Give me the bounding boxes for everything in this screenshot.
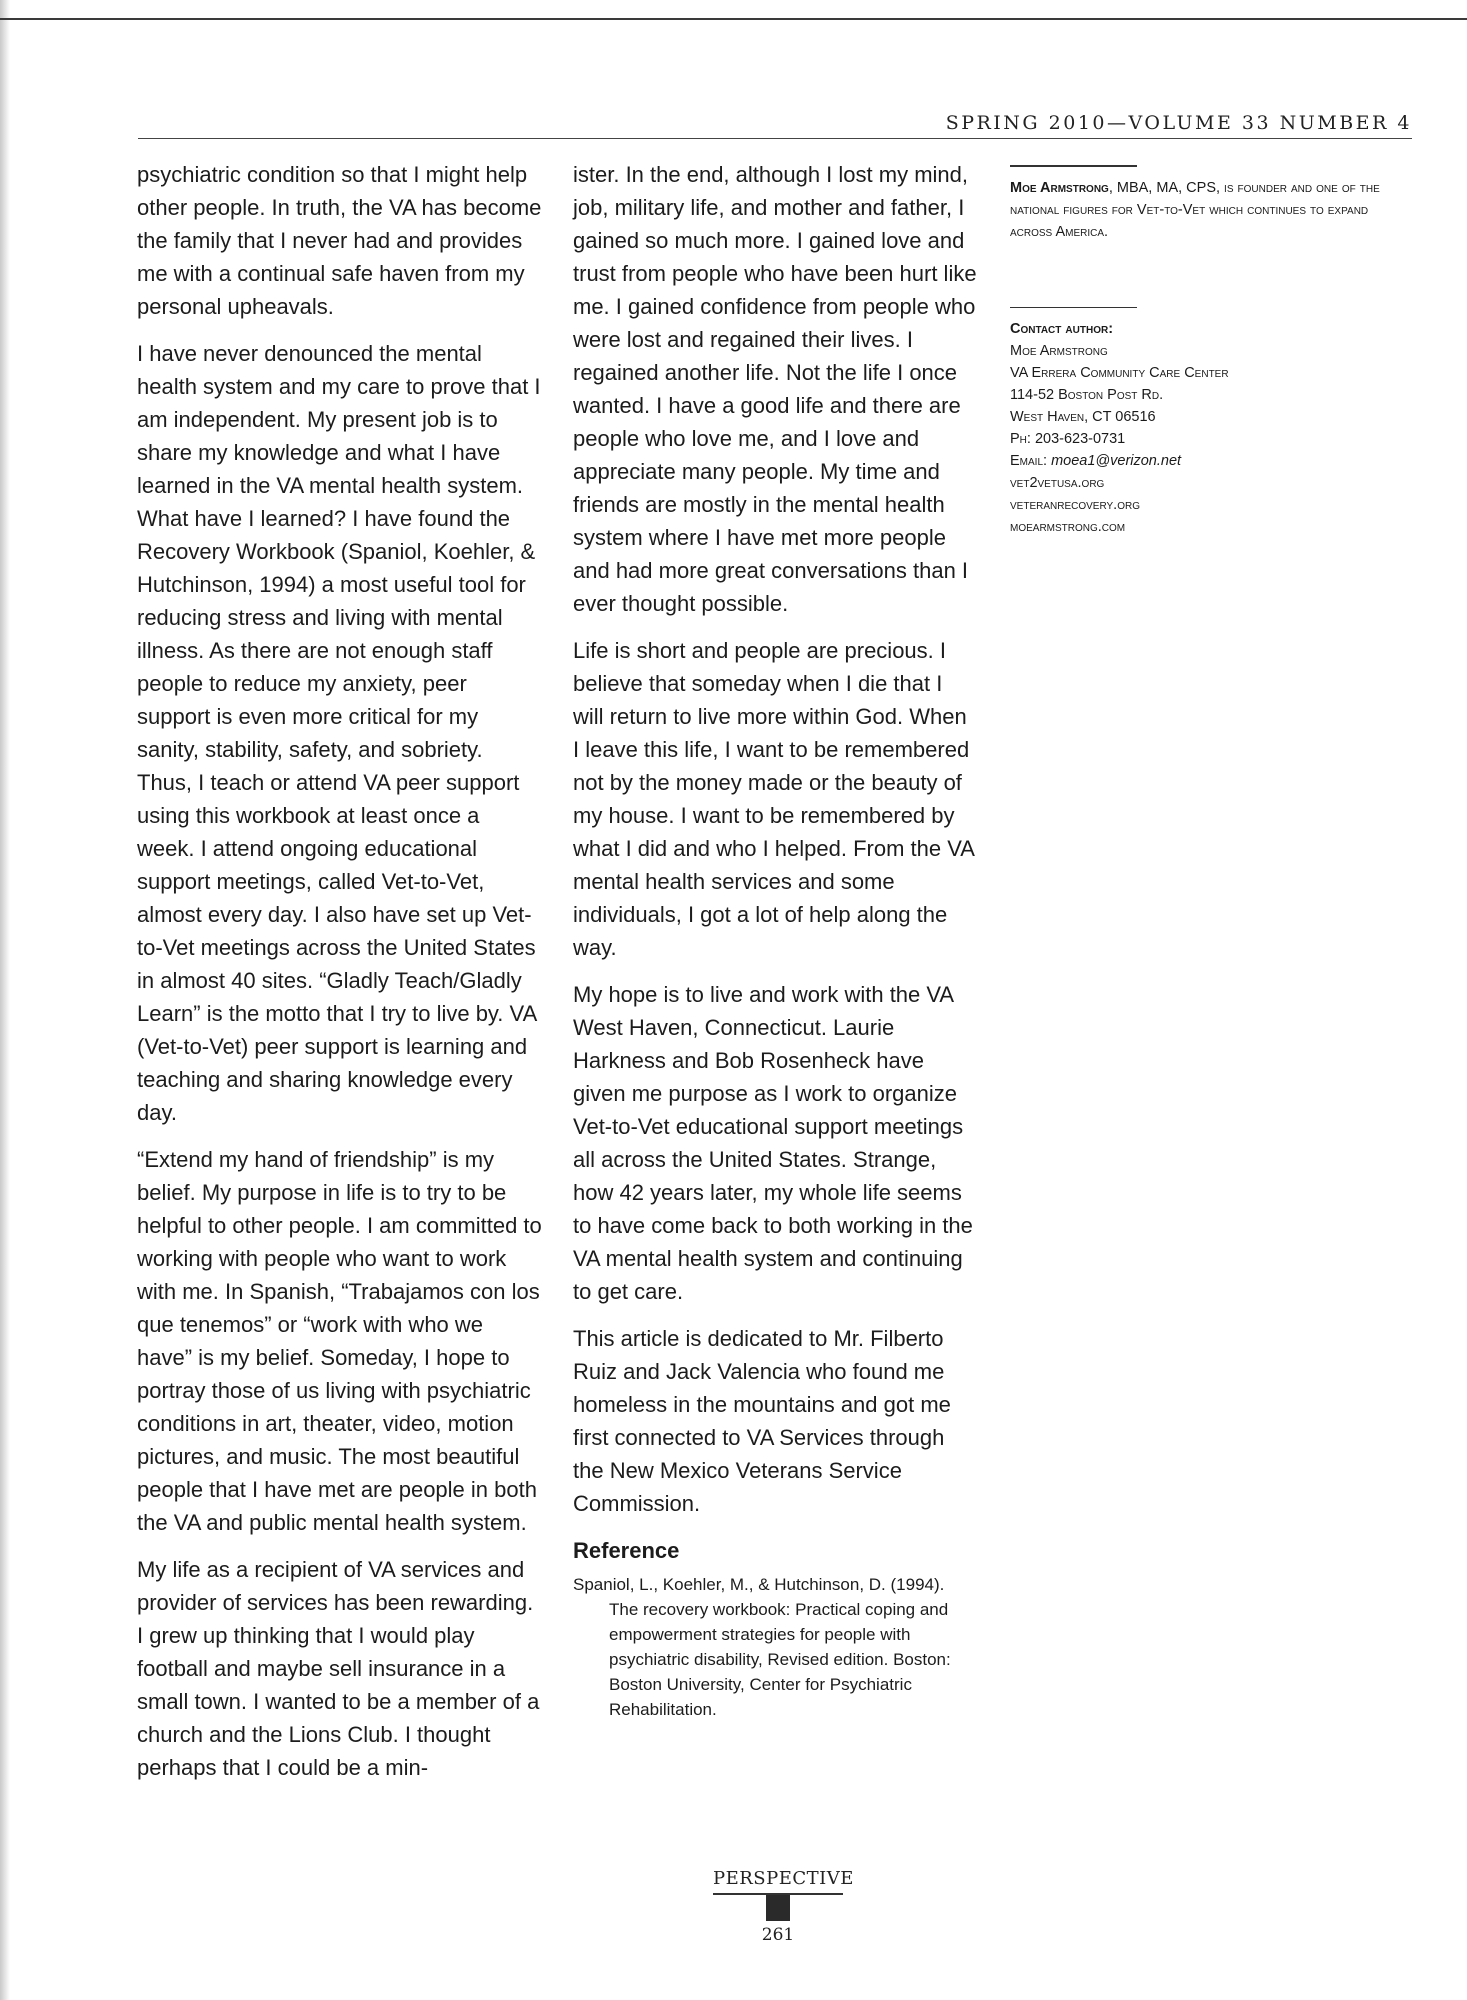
paragraph: ister. In the end, although I lost my mind, job, military life, and mother and father, I gained so much more. I gained love and trust from people who have been hurt like me. I gained confidence from people who were lost and regained their lives. I regained another life. Not the life I once wanted. I have a good life and there are people who love me, and I love and appreciate many people. My time and friends are mostly in the mental health system where I have met more people and had more great conversations than I ever thought possible. bbox=[573, 162, 977, 616]
contact-street: 114-52 Boston Post Rd. bbox=[1010, 387, 1164, 403]
paragraph: Life is short and people are precious. I believe that someday when I die that I will return to live more within God. When I leave this life, I want to be remembered not by the money made or the beauty of my house. I want to be remembered by what I did and who I helped. From the VA mental health services and some individuals, I got a lot of help along the way. bbox=[573, 638, 974, 960]
article-column-1 bbox=[137, 158, 542, 1784]
contact-email bbox=[1010, 450, 1410, 472]
website-link: moearmstrong.com bbox=[1010, 519, 1126, 535]
paragraph: This article is dedicated to Mr. Filberto Ruiz and Jack Valencia who found me homeless in the mountains and got me first connected to VA Services through the New Mexico Veterans Service Commission. bbox=[573, 1326, 951, 1516]
page-footer bbox=[713, 1868, 854, 1945]
contact-city: West Haven, CT 06516 bbox=[1010, 409, 1156, 425]
footer-journal-title: PERSPECTIVE bbox=[713, 1868, 854, 1889]
paragraph: My life as a recipient of VA services and provider of services has been rewarding. I grew up thinking that I would play football and maybe sell insurance in a small town. I wanted to be a member of a church and the Lions Club. I thought perhaps that I could be a min- bbox=[137, 1557, 540, 1780]
sidebar-rule bbox=[1010, 165, 1137, 167]
contact-phone: Ph: 203-623-0731 bbox=[1010, 431, 1126, 447]
website-link: veteranrecovery.org bbox=[1010, 497, 1140, 513]
author-sidebar bbox=[1010, 165, 1410, 538]
sidebar-rule bbox=[1010, 307, 1137, 309]
paragraph: My hope is to live and work with the VA West Haven, Connecticut. Laurie Harkness and Bob Rosenheck have given me purpose as I work to organize Vet-to-Vet educational support meetings all across the United States. Strange, how 42 years later, my whole life seems to have come back to both working in the VA mental health system and continuing to get care. bbox=[573, 982, 973, 1304]
email-address: moea1@verizon.net bbox=[1051, 453, 1182, 469]
author-bio bbox=[1010, 177, 1410, 243]
contact-name: Moe Armstrong bbox=[1010, 343, 1108, 359]
contact-label: Contact author: bbox=[1010, 321, 1114, 337]
email-label: Email: bbox=[1010, 453, 1052, 469]
author-bio-text: , MBA, MA, CPS, is founder and one of the national figures for Vet-to-Vet which continues to expand across America. bbox=[1010, 179, 1380, 240]
top-scan-rule bbox=[0, 18, 1467, 20]
running-header bbox=[138, 112, 1412, 139]
paragraph: psychiatric condition so that I might help other people. In truth, the VA has become the family that I never had and provides me with a continual safe haven from my personal upheavals. bbox=[137, 162, 542, 319]
reference-entry: Spaniol, L., Koehler, M., & Hutchinson, D. (1994). The recovery workbook: Practical coping and empowerment strategies for people with psychiatric disability, Revised edition. Boston: Boston University, Center for Psychiatric Rehabilitation. bbox=[573, 1575, 951, 1719]
running-header-title: SPRING 2010—VOLUME 33 NUMBER 4 bbox=[945, 112, 1412, 134]
paragraph: I have never denounced the mental health system and my care to prove that I am independent. My present job is to share my knowledge and what I have learned in the VA mental health system. What have I learned? I have found the Recovery Workbook (Spaniol, Koehler, & Hutchinson, 1994) a most useful tool for reducing stress and living with mental illness. As there are not enough staff people to reduce my anxiety, peer support is even more critical for my sanity, stability, safety, and sobriety. Thus, I teach or attend VA peer support using this workbook at least once a week. I attend ongoing educational support meetings, called Vet-to-Vet, almost every day. I also have set up Vet-to-Vet meetings across the United States in almost 40 sites. “Gladly Teach/Gladly Learn” is the motto that I try to live by. VA (Vet-to-Vet) peer support is learning and teaching and sharing knowledge every day. bbox=[137, 341, 541, 1125]
page-number: 261 bbox=[761, 1924, 795, 1945]
website-link: vet2vetusa.org bbox=[1010, 475, 1105, 491]
paragraph: “Extend my hand of friendship” is my belief. My purpose in life is to try to be helpful to other people. I am committed to working with people who want to work with me. In Spanish, “Trabajamos con los que tenemos” or “work with who we have” is my belief. Someday, I hope to portray those of us living with psychiatric conditions in art, theater, video, motion pictures, and music. The most beautiful people that I have met are people in both the VA and public mental health system. bbox=[137, 1147, 542, 1535]
scan-edge-shadow bbox=[0, 0, 10, 2000]
article-column-2 bbox=[573, 158, 978, 1722]
author-name: Moe Armstrong bbox=[1010, 179, 1109, 196]
contact-organization: VA Errera Community Care Center bbox=[1010, 365, 1229, 381]
reference-heading: Reference bbox=[573, 1538, 680, 1563]
footer-block-mark bbox=[766, 1895, 790, 1921]
